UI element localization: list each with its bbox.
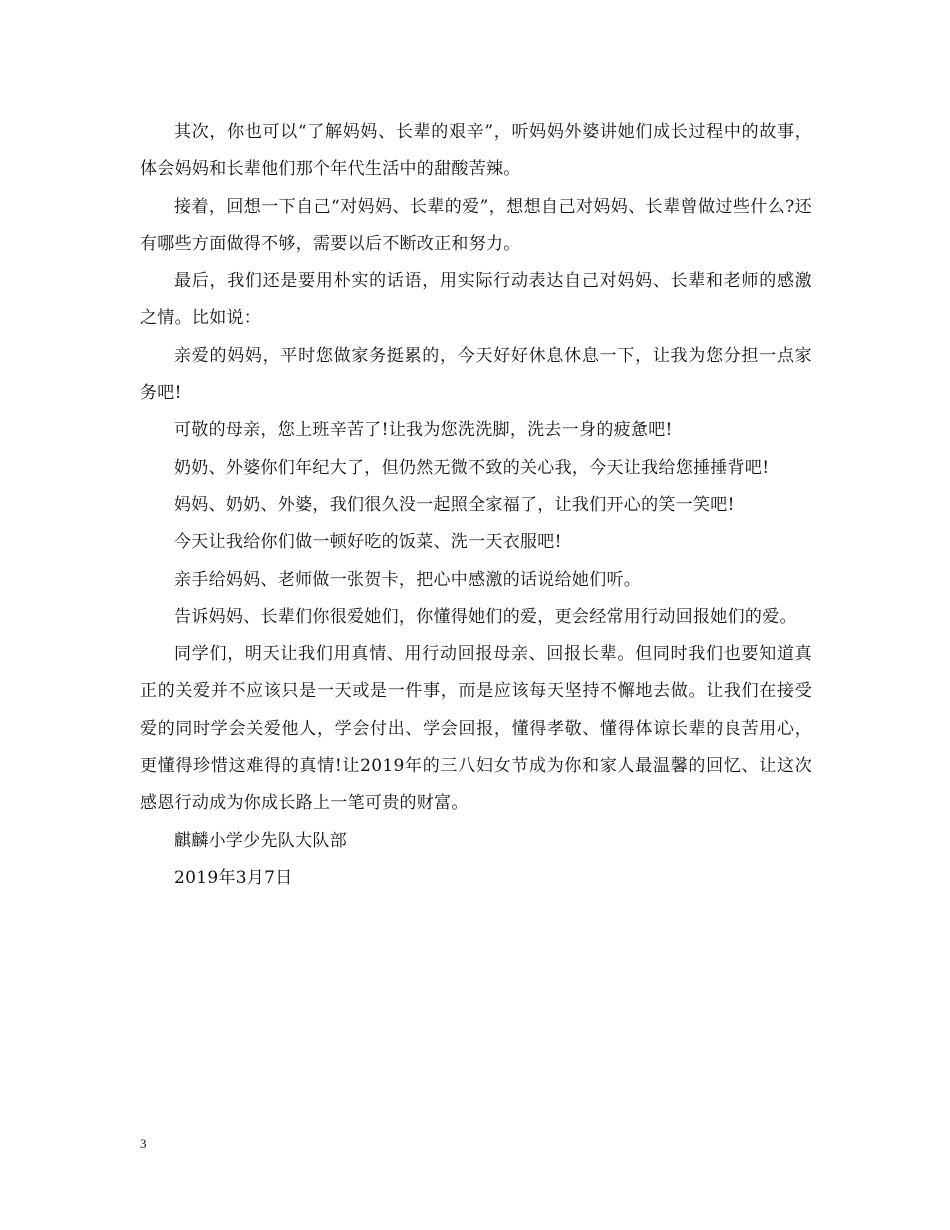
paragraph-example-housework: 亲爱的妈妈，平时您做家务挺累的，今天好好休息休息一下，让我为您分担一点家务吧! xyxy=(140,345,812,404)
signature-organization: 麒麟小学少先队大队部 xyxy=(174,830,347,851)
paragraph-closing-call: 同学们，明天让我们用真情、用行动回报母亲、回报长辈。但同时我们也要知道真正的关爱并不应该只是一天或是一件事，而是应该每天坚持不懈地去做。让我们在接受爱的同时学会关爱他人，学会付出、学会回报，懂得孝敬、懂得体谅长辈的良苦用心，更懂得珍惜这难得的真情!让2019年的三八妇女节成为你和家人最温馨的回忆、让这次感恩行动成为你成长路上一笔可贵的财富。 xyxy=(140,644,812,814)
paragraph-example-massage: 奶奶、外婆你们年纪大了，但仍然无微不致的关心我，今天让我给您捶捶背吧! xyxy=(174,457,770,478)
paragraph-example-card: 亲手给妈妈、老师做一张贺卡，把心中感激的话说给她们听。 xyxy=(174,569,642,590)
paragraph-recall-love: 接着，回想一下自己“对妈妈、长辈的爱”，想想自己对妈妈、长辈曾做过些什么?还有哪些方面做得不够，需要以后不断改正和努力。 xyxy=(140,196,812,254)
paragraph-example-family-photo: 妈妈、奶奶、外婆，我们很久没一起照全家福了，让我们开心的笑一笑吧! xyxy=(174,494,735,515)
paragraph-intro-understand-hardship: 其次，你也可以“了解妈妈、长辈的艰辛”，听妈妈外婆讲她们成长过程中的故事，体会妈妈和长辈他们那个年代生活中的甜酸苦辣。 xyxy=(140,122,812,180)
paragraph-express-gratitude: 最后，我们还是要用朴实的话语，用实际行动表达自己对妈妈、长辈和老师的感激之情。比如说： xyxy=(140,271,812,329)
paragraph-example-cook: 今天让我给你们做一顿好吃的饭菜、洗一天衣服吧! xyxy=(174,532,562,553)
paragraph-example-wash-feet: 可敬的母亲，您上班辛苦了!让我为您洗洗脚，洗去一身的疲惫吧! xyxy=(174,420,673,441)
paragraph-example-tell-love: 告诉妈妈、长辈们你很爱她们，你懂得她们的爱，更会经常用行动回报她们的爱。 xyxy=(174,606,797,627)
signature-date: 2019年3月7日 xyxy=(174,867,293,888)
page-number: 3 xyxy=(140,1136,147,1151)
document-body xyxy=(140,114,812,897)
